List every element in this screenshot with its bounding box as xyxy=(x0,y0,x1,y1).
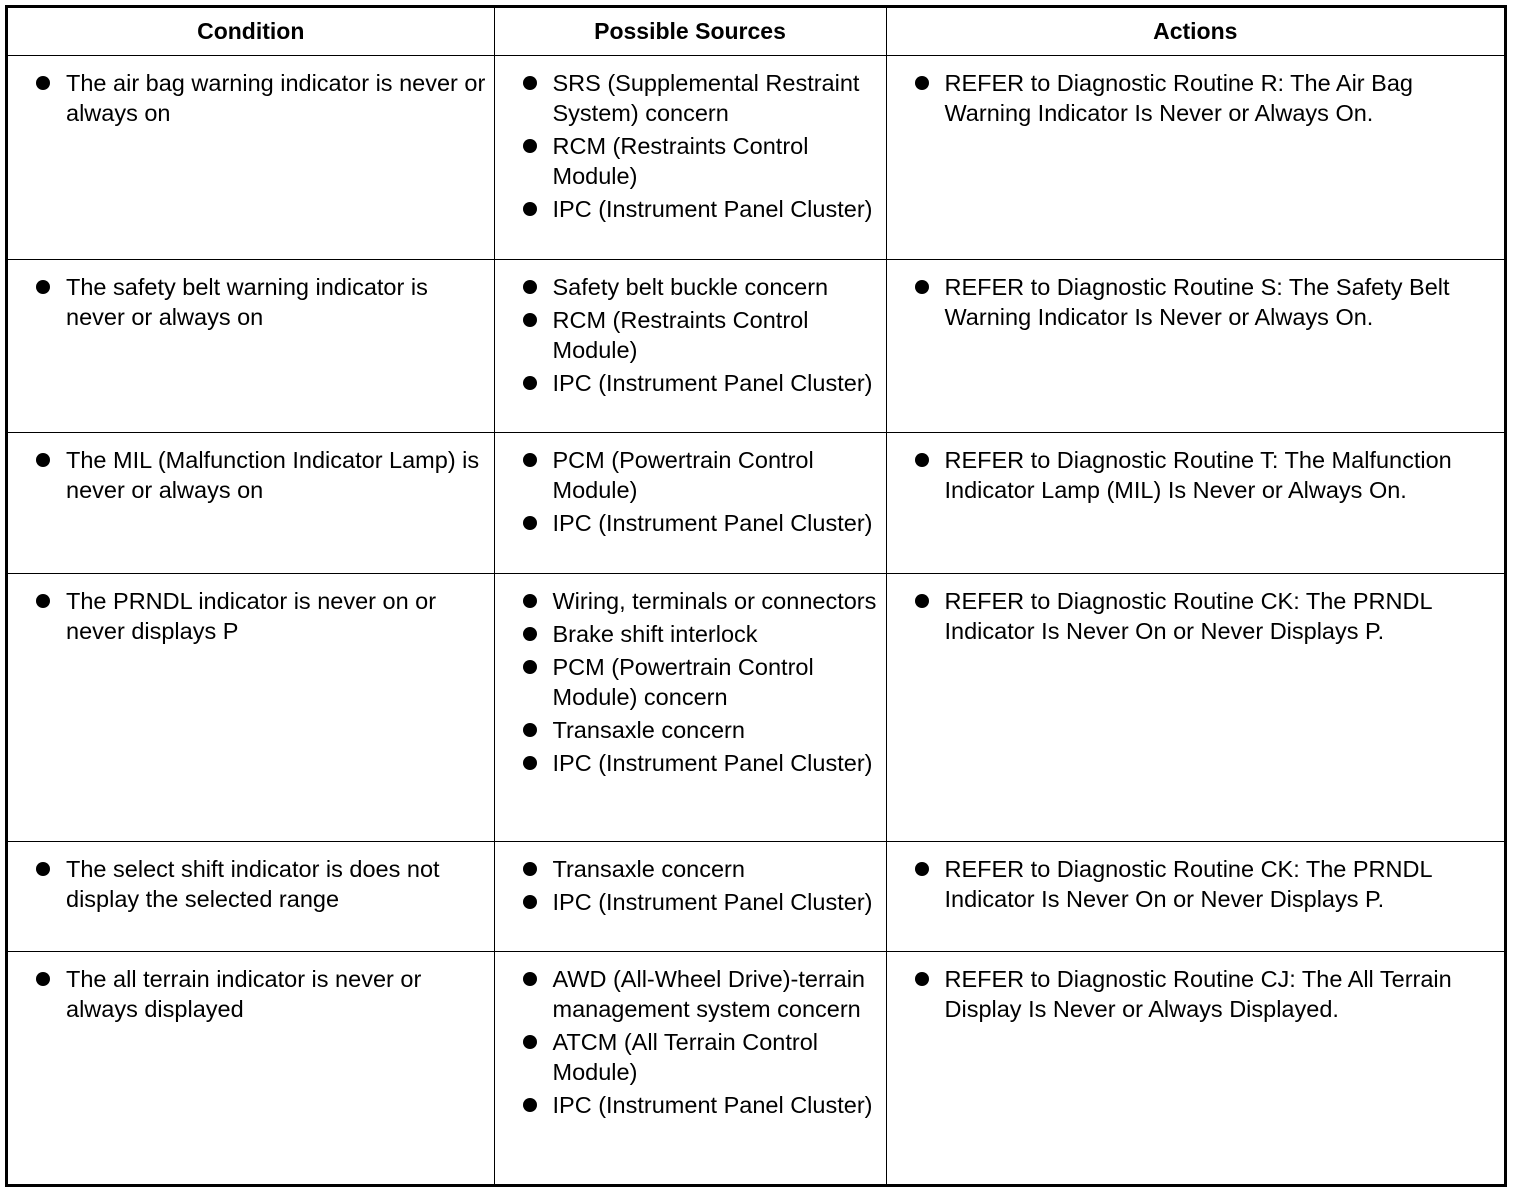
action-item: REFER to Diagnostic Routine CK: The PRNDL Indicator Is Never On or Never Displays P. xyxy=(915,854,1497,914)
source-item: Wiring, terminals or connectors xyxy=(523,586,878,616)
source-item: IPC (Instrument Panel Cluster) xyxy=(523,194,878,224)
sources-cell xyxy=(494,259,886,432)
source-item: IPC (Instrument Panel Cluster) xyxy=(523,887,878,917)
action-cell xyxy=(886,432,1504,573)
table-row xyxy=(8,55,1504,259)
action-item: REFER to Diagnostic Routine R: The Air Bag Warning Indicator Is Never or Always On. xyxy=(915,68,1497,128)
source-item: IPC (Instrument Panel Cluster) xyxy=(523,1090,878,1120)
source-item: Transaxle concern xyxy=(523,854,878,884)
source-item: RCM (Restraints Control Module) xyxy=(523,305,878,365)
source-item: Brake shift interlock xyxy=(523,619,878,649)
condition-item: The air bag warning indicator is never or always on xyxy=(36,68,486,128)
condition-item: The all terrain indicator is never or always displayed xyxy=(36,964,486,1024)
table-row xyxy=(8,259,1504,432)
table-row xyxy=(8,951,1504,1186)
source-item: Transaxle concern xyxy=(523,715,878,745)
diagnostic-table-page xyxy=(5,5,1507,1187)
action-cell xyxy=(886,573,1504,841)
table-row xyxy=(8,432,1504,573)
sources-cell xyxy=(494,841,886,951)
condition-item: The PRNDL indicator is never on or never displays P xyxy=(36,586,486,646)
source-item: IPC (Instrument Panel Cluster) xyxy=(523,508,878,538)
source-item: Safety belt buckle concern xyxy=(523,272,878,302)
action-cell xyxy=(886,259,1504,432)
source-item: PCM (Powertrain Control Module) concern xyxy=(523,652,878,712)
table-row xyxy=(8,573,1504,841)
condition-cell xyxy=(8,55,494,259)
source-item: PCM (Powertrain Control Module) xyxy=(523,445,878,505)
condition-item: The MIL (Malfunction Indicator Lamp) is never or always on xyxy=(36,445,486,505)
action-cell xyxy=(886,55,1504,259)
condition-cell xyxy=(8,432,494,573)
source-item: AWD (All-Wheel Drive)-terrain management system concern xyxy=(523,964,878,1024)
table-row xyxy=(8,841,1504,951)
source-item: SRS (Supplemental Restraint System) concern xyxy=(523,68,878,128)
condition-cell xyxy=(8,951,494,1186)
symptom-chart-table xyxy=(8,8,1504,1186)
header-actions: Actions xyxy=(886,8,1504,55)
sources-cell xyxy=(494,432,886,573)
condition-cell xyxy=(8,841,494,951)
source-item: IPC (Instrument Panel Cluster) xyxy=(523,368,878,398)
action-cell xyxy=(886,841,1504,951)
source-item: RCM (Restraints Control Module) xyxy=(523,131,878,191)
sources-cell xyxy=(494,951,886,1186)
table-header-row xyxy=(8,8,1504,55)
action-item: REFER to Diagnostic Routine T: The Malfunction Indicator Lamp (MIL) Is Never or Always On. xyxy=(915,445,1497,505)
condition-cell xyxy=(8,259,494,432)
header-condition: Condition xyxy=(8,8,494,55)
condition-item: The safety belt warning indicator is never or always on xyxy=(36,272,486,332)
action-item: REFER to Diagnostic Routine CJ: The All Terrain Display Is Never or Always Displayed. xyxy=(915,964,1497,1024)
source-item: IPC (Instrument Panel Cluster) xyxy=(523,748,878,778)
action-cell xyxy=(886,951,1504,1186)
header-possible-sources: Possible Sources xyxy=(494,8,886,55)
action-item: REFER to Diagnostic Routine CK: The PRNDL Indicator Is Never On or Never Displays P. xyxy=(915,586,1497,646)
source-item: ATCM (All Terrain Control Module) xyxy=(523,1027,878,1087)
condition-cell xyxy=(8,573,494,841)
sources-cell xyxy=(494,55,886,259)
condition-item: The select shift indicator is does not display the selected range xyxy=(36,854,486,914)
action-item: REFER to Diagnostic Routine S: The Safety Belt Warning Indicator Is Never or Always On. xyxy=(915,272,1497,332)
sources-cell xyxy=(494,573,886,841)
